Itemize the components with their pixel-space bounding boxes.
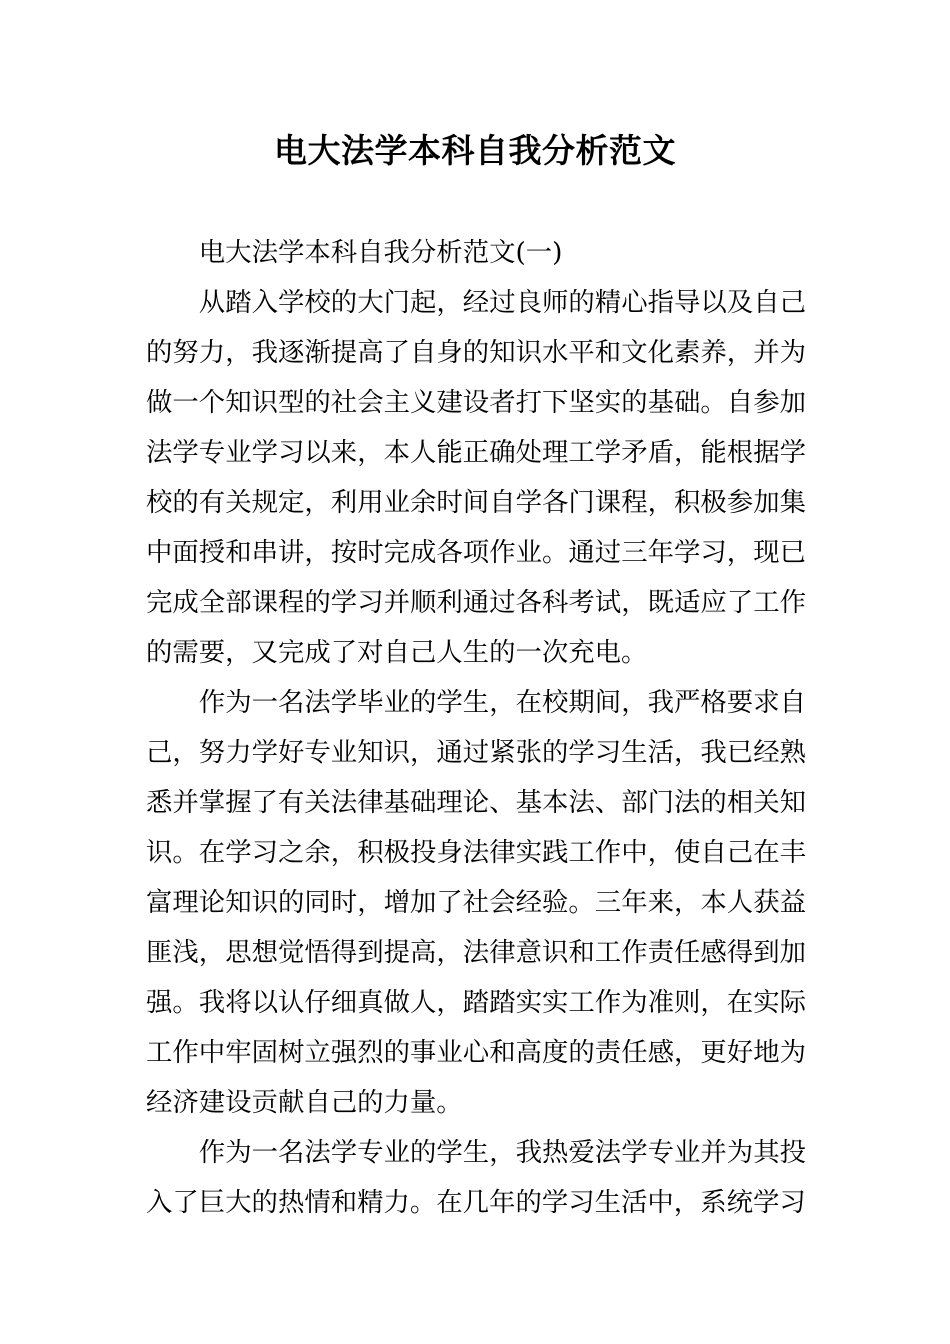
document-title: 电大法学本科自我分析范文 [274,131,676,170]
paragraph-1: 从踏入学校的大门起，经过良师的精心指导以及自己的努力，我逐渐提高了自身的知识水平和文化素养，并为做一个知识型的社会主义建设者打下坚实的基础。自参加法学专业学习以来，本人能正确处理工学矛盾，能根据学校的有关规定，利用业余时间自学各门课程，积极参加集中面授和串讲，按时完成各项作业。通过三年学习，现已完成全部课程的学习并顺利通过各科考试，既适应了工作的需要，又完成了对自己人生的一次充电。 [146,287,806,668]
section-heading: 电大法学本科自我分析范文(一) [198,237,563,268]
document-body [146,228,806,1228]
paragraph-2: 作为一名法学毕业的学生，在校期间，我严格要求自己，努力学好专业知识，通过紧张的学习生活，我已经熟悉并掌握了有关法律基础理论、基本法、部门法的相关知识。在学习之余，积极投身法律实践工作中，使自己在丰富理论知识的同时，增加了社会经验。三年来，本人获益匪浅，思想觉悟得到提高，法律意识和工作责任感得到加强。我将以认仔细真做人，踏踏实实工作为准则，在实际工作中牢固树立强烈的事业心和高度的责任感，更好地为经济建设贡献自己的力量。 [146,687,806,1118]
paragraph-3: 作为一名法学专业的学生，我热爱法学专业并为其投入了巨大的热情和精力。在几年的学习生活中，系统学习 [146,1137,806,1218]
